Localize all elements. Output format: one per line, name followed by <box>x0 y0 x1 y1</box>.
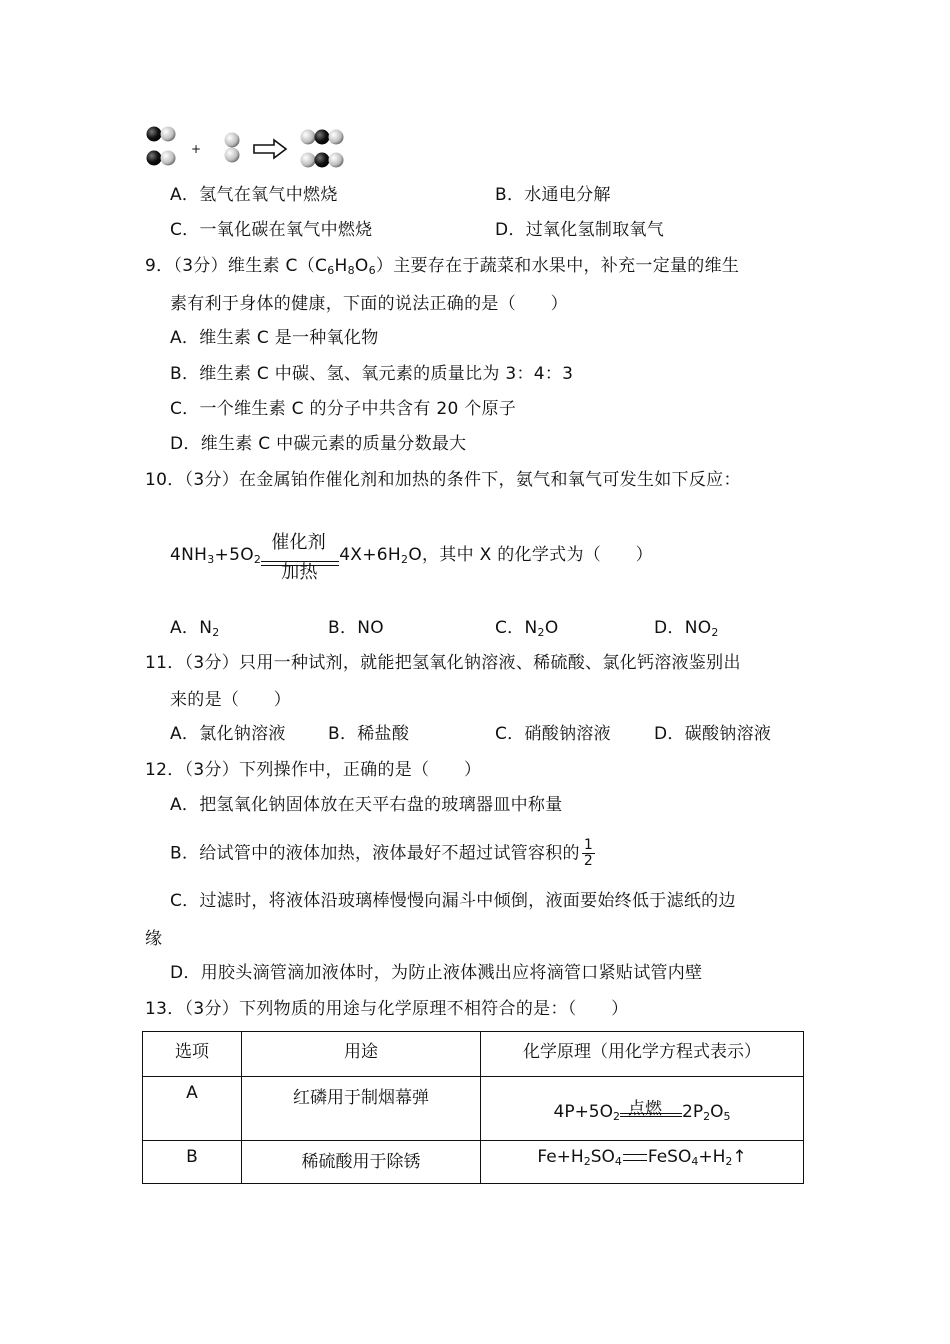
q9-option-b: B．维生素 C 中碳、氢、氧元素的质量比为 3：4：3 <box>170 364 574 384</box>
q12-option-b: B．给试管中的液体加热，液体最好不超过试管容积的 $\frac{1}{2}$ <box>170 837 594 869</box>
fraction-one-half: $\frac{1}{2}$ <box>583 837 594 869</box>
q11-stem-line1: 11．（3分）只用一种试剂，就能把氢氧化钠溶液、稀硫酸、氯化钙溶液鉴别出 <box>145 653 741 673</box>
row-a-option: A <box>143 1077 242 1141</box>
q8-option-a: A．氢气在氧气中燃烧 <box>170 185 338 205</box>
reactant-molecules-a <box>147 127 176 166</box>
reactant-molecule-b <box>225 133 240 163</box>
reaction-arrow-icon <box>254 140 286 158</box>
gas-arrow-icon: ↑ <box>732 1147 747 1167</box>
row-b-option: B <box>143 1141 242 1184</box>
q10-equation: $4NH_3+5O_2$ 催化剂 加热 $4X+6H_2O$，其中 X 的化学式为（ ） <box>170 532 653 583</box>
row-a-use: 红磷用于制烟幕弹 <box>242 1077 481 1141</box>
q8-option-b: B．水通电分解 <box>495 185 611 205</box>
q10-option-b: B．NO <box>328 618 384 638</box>
q12-option-c-line1: C．过滤时，将液体沿玻璃棒慢慢向漏斗中倾倒，液面要始终低于滤纸的边 <box>170 891 736 911</box>
molecule-diagram <box>140 120 360 176</box>
reaction-condition: 催化剂 加热 <box>261 543 339 567</box>
q10-option-d: D．$NO_2$ <box>654 618 719 639</box>
product-molecules <box>301 130 344 168</box>
q10-option-a: A．$N_2$ <box>170 618 220 639</box>
plus-sign: + <box>191 142 202 156</box>
q9-stem-line2: 素有利于身体的健康，下面的说法正确的是（ ） <box>170 294 568 314</box>
table-row <box>143 1141 804 1184</box>
q9-option-c: C．一个维生素 C 的分子中共含有 20 个原子 <box>170 399 517 419</box>
row-a-equation: $4P+5O_2$ 点燃 $2P_2O_5$ <box>481 1077 804 1141</box>
row-b-equation: $Fe+H_2SO_4$ $FeSO_4+H_2↑$ <box>481 1141 804 1184</box>
table-header-row <box>143 1032 804 1077</box>
q11-option-c: C．硝酸钠溶液 <box>495 724 611 744</box>
q10-stem-line1: 10．（3分）在金属铂作催化剂和加热的条件下，氨气和氧气可发生如下反应： <box>145 470 741 490</box>
q12-stem: 12．（3分）下列操作中，正确的是（ ） <box>145 760 482 780</box>
q9-option-d: D．维生素 C 中碳元素的质量分数最大 <box>170 434 467 454</box>
q13-stem: 13．（3分）下列物质的用途与化学原理不相符合的是：（ ） <box>145 999 629 1019</box>
equals-sign <box>623 1154 647 1161</box>
header-principle: 化学原理（用化学方程式表示） <box>481 1032 804 1077</box>
q11-option-d: D．碳酸钠溶液 <box>654 724 772 744</box>
row-b-use: 稀硫酸用于除锈 <box>242 1141 481 1184</box>
q12-option-d: D．用胶头滴管滴加液体时，为防止液体溅出应将滴管口紧贴试管内壁 <box>170 963 703 983</box>
header-use: 用途 <box>242 1032 481 1077</box>
q8-option-d: D．过氧化氢制取氧气 <box>495 220 665 240</box>
q10-option-c: C．$N_2O$ <box>495 618 559 639</box>
q9-stem-line1: 9．（3分）维生素 $C(C_6H_8O_6)$主要存在于蔬菜和水果中，补充一定量的维生 <box>145 256 740 277</box>
q13-table <box>142 1031 804 1184</box>
ignition-condition: 点燃 <box>620 1102 682 1124</box>
table-row <box>143 1077 804 1141</box>
q11-option-a: A．氯化钠溶液 <box>170 724 286 744</box>
q12-option-c-line2: 缘 <box>145 929 163 949</box>
q11-option-b: B．稀盐酸 <box>328 724 410 744</box>
q11-stem-line2: 来的是（ ） <box>170 690 292 710</box>
q9-option-a: A．维生素 C 是一种氧化物 <box>170 328 379 348</box>
q12-option-a: A．把氢氧化钠固体放在天平右盘的玻璃器皿中称量 <box>170 795 563 815</box>
header-option: 选项 <box>143 1032 242 1077</box>
q8-option-c: C．一氧化碳在氧气中燃烧 <box>170 220 373 240</box>
